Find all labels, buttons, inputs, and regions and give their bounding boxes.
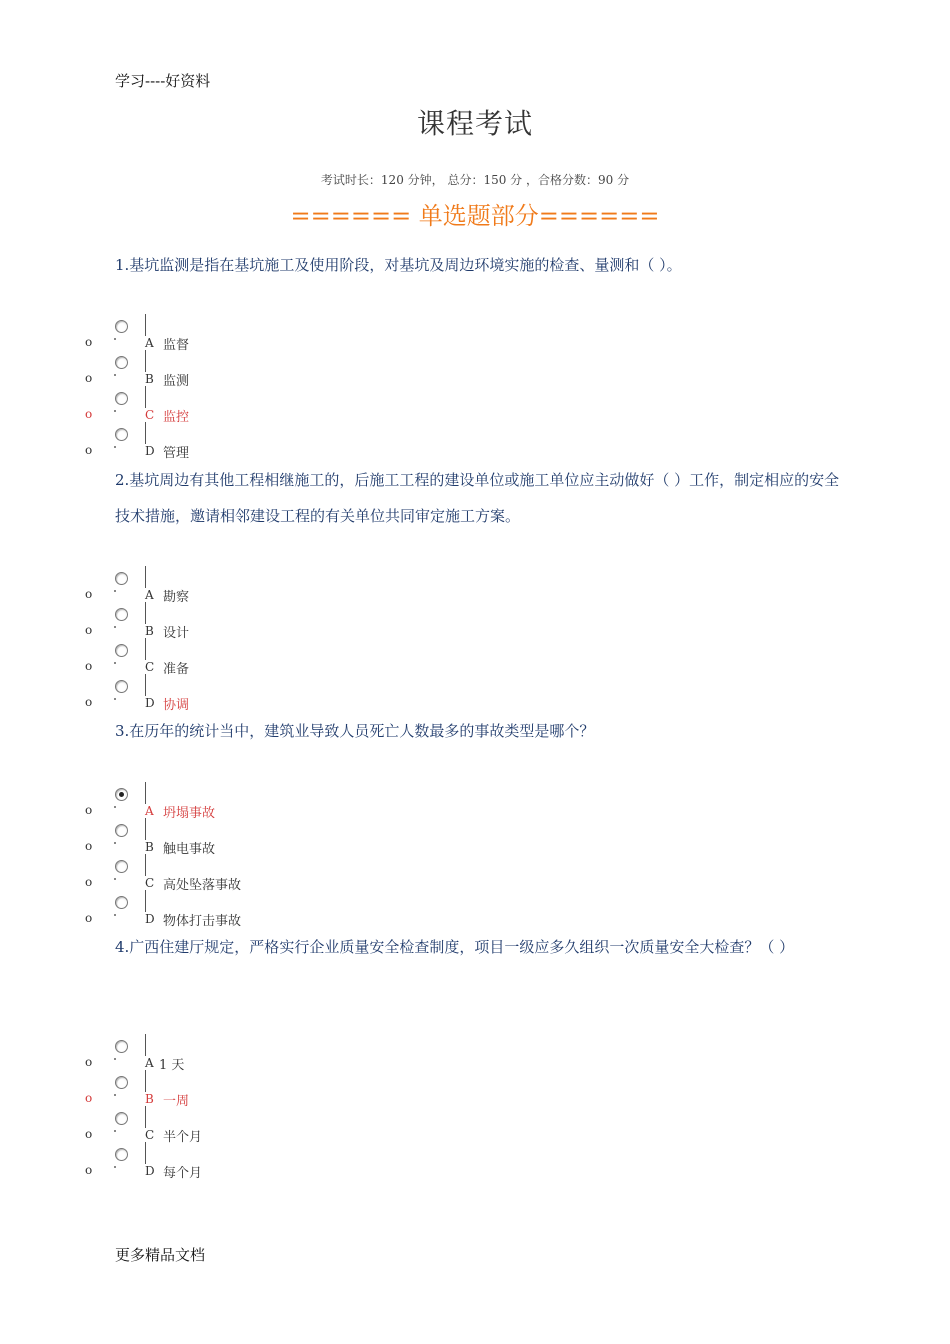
question-4-options <box>0 1038 950 1188</box>
option-label: 一周 <box>163 1094 190 1109</box>
option-label: 管理 <box>163 446 190 461</box>
list-bullet: o <box>85 1127 93 1141</box>
option-3d[interactable] <box>0 894 400 930</box>
option-letter: C <box>145 1128 155 1142</box>
option-label: 协调 <box>163 698 190 713</box>
option-4d[interactable] <box>0 1146 400 1182</box>
radio-button[interactable] <box>115 1112 128 1125</box>
radio-button[interactable] <box>115 644 128 657</box>
option-3a[interactable] <box>0 786 400 822</box>
list-bullet: o <box>85 695 93 709</box>
option-4c[interactable] <box>0 1110 400 1146</box>
list-bullet: o <box>85 371 93 385</box>
option-letter: B <box>145 372 154 386</box>
header-note: 学习----好资料 <box>115 72 211 90</box>
exam-meta: 考试时长：120 分钟， 总分：150 分 ，合格分数：90 分 <box>320 173 630 187</box>
option-letter: B <box>145 624 154 638</box>
list-bullet: o <box>85 659 93 673</box>
option-letter: B <box>145 840 154 854</box>
list-bullet: o <box>85 839 93 853</box>
option-letter: B <box>145 1092 154 1106</box>
option-label: 监督 <box>163 338 190 353</box>
option-label: 物体打击事故 <box>163 914 242 929</box>
option-3b[interactable] <box>0 822 400 858</box>
radio-button[interactable] <box>115 392 128 405</box>
radio-button[interactable] <box>115 1076 128 1089</box>
option-letter: D <box>145 1164 155 1178</box>
option-letter: A <box>145 1056 154 1070</box>
list-bullet: o <box>85 1163 93 1177</box>
list-bullet: o <box>85 443 93 457</box>
option-4b[interactable] <box>0 1074 400 1110</box>
option-1b[interactable] <box>0 354 400 390</box>
option-1d[interactable] <box>0 426 400 462</box>
option-1c[interactable] <box>0 390 400 426</box>
radio-button[interactable] <box>115 1148 128 1161</box>
option-label: 准备 <box>163 662 190 677</box>
list-bullet: o <box>85 1091 93 1105</box>
question-1-options <box>0 318 950 468</box>
option-letter: A <box>145 588 154 602</box>
radio-button[interactable] <box>115 608 128 621</box>
question-3-options <box>0 786 950 936</box>
radio-button[interactable] <box>115 1040 128 1053</box>
question-2-text: 2.基坑周边有其他工程相继施工的，后施工工程的建设单位或施工单位应主动做好（ ）工作，制定相应的安全技术措施，邀请相邻建设工程的有关单位共同审定施工方案。 <box>115 471 840 525</box>
radio-button[interactable] <box>115 896 128 909</box>
option-label: 设计 <box>163 626 190 641</box>
question-1-text: 1.基坑监测是指在基坑施工及使用阶段，对基坑及周边环境实施的检查、量测和（ ）。 <box>115 256 682 274</box>
option-label: 监控 <box>163 410 190 425</box>
footer-note: 更多精品文档 <box>115 1246 206 1264</box>
radio-button[interactable] <box>115 320 128 333</box>
option-4a[interactable] <box>0 1038 400 1074</box>
option-letter: A <box>145 804 154 818</box>
option-2b[interactable] <box>0 606 400 642</box>
option-label: 半个月 <box>163 1130 203 1145</box>
option-letter: C <box>145 408 155 422</box>
option-label: 1 天 <box>159 1058 185 1073</box>
option-2a[interactable] <box>0 570 400 606</box>
radio-button-selected[interactable] <box>115 788 128 801</box>
list-bullet: o <box>85 1055 93 1069</box>
page-title: 课程考试 <box>416 107 533 140</box>
option-label: 每个月 <box>163 1166 203 1181</box>
list-bullet: o <box>85 587 93 601</box>
radio-button[interactable] <box>115 824 128 837</box>
list-bullet: o <box>85 911 93 925</box>
radio-button[interactable] <box>115 356 128 369</box>
option-letter: D <box>145 696 155 710</box>
list-bullet: o <box>85 875 93 889</box>
question-3-text: 3.在历年的统计当中，建筑业导致人员死亡人数最多的事故类型是哪个？ <box>115 722 595 740</box>
option-letter: D <box>145 444 155 458</box>
option-label: 触电事故 <box>163 842 216 857</box>
radio-button[interactable] <box>115 680 128 693</box>
option-2c[interactable] <box>0 642 400 678</box>
list-bullet: o <box>85 623 93 637</box>
radio-button[interactable] <box>115 428 128 441</box>
option-label: 勘察 <box>163 590 190 605</box>
radio-button[interactable] <box>115 572 128 585</box>
option-letter: C <box>145 660 155 674</box>
option-letter: C <box>145 876 155 890</box>
list-bullet: o <box>85 335 93 349</box>
section-title: ====== 单选题部分====== <box>290 202 660 230</box>
radio-button[interactable] <box>115 860 128 873</box>
option-2d[interactable] <box>0 678 400 714</box>
option-letter: D <box>145 912 155 926</box>
list-bullet: o <box>85 803 93 817</box>
question-4-text: 4.广西住建厅规定，严格实行企业质量安全检查制度，项目一级应多久组织一次质量安全大检查？（ ） <box>115 938 795 956</box>
option-1a[interactable] <box>0 318 400 354</box>
list-bullet: o <box>85 407 93 421</box>
option-3c[interactable] <box>0 858 400 894</box>
option-label: 高处坠落事故 <box>163 878 242 893</box>
option-letter: A <box>145 336 154 350</box>
question-2-options <box>0 570 950 720</box>
option-label: 监测 <box>163 374 190 389</box>
option-label: 坍塌事故 <box>163 806 216 821</box>
